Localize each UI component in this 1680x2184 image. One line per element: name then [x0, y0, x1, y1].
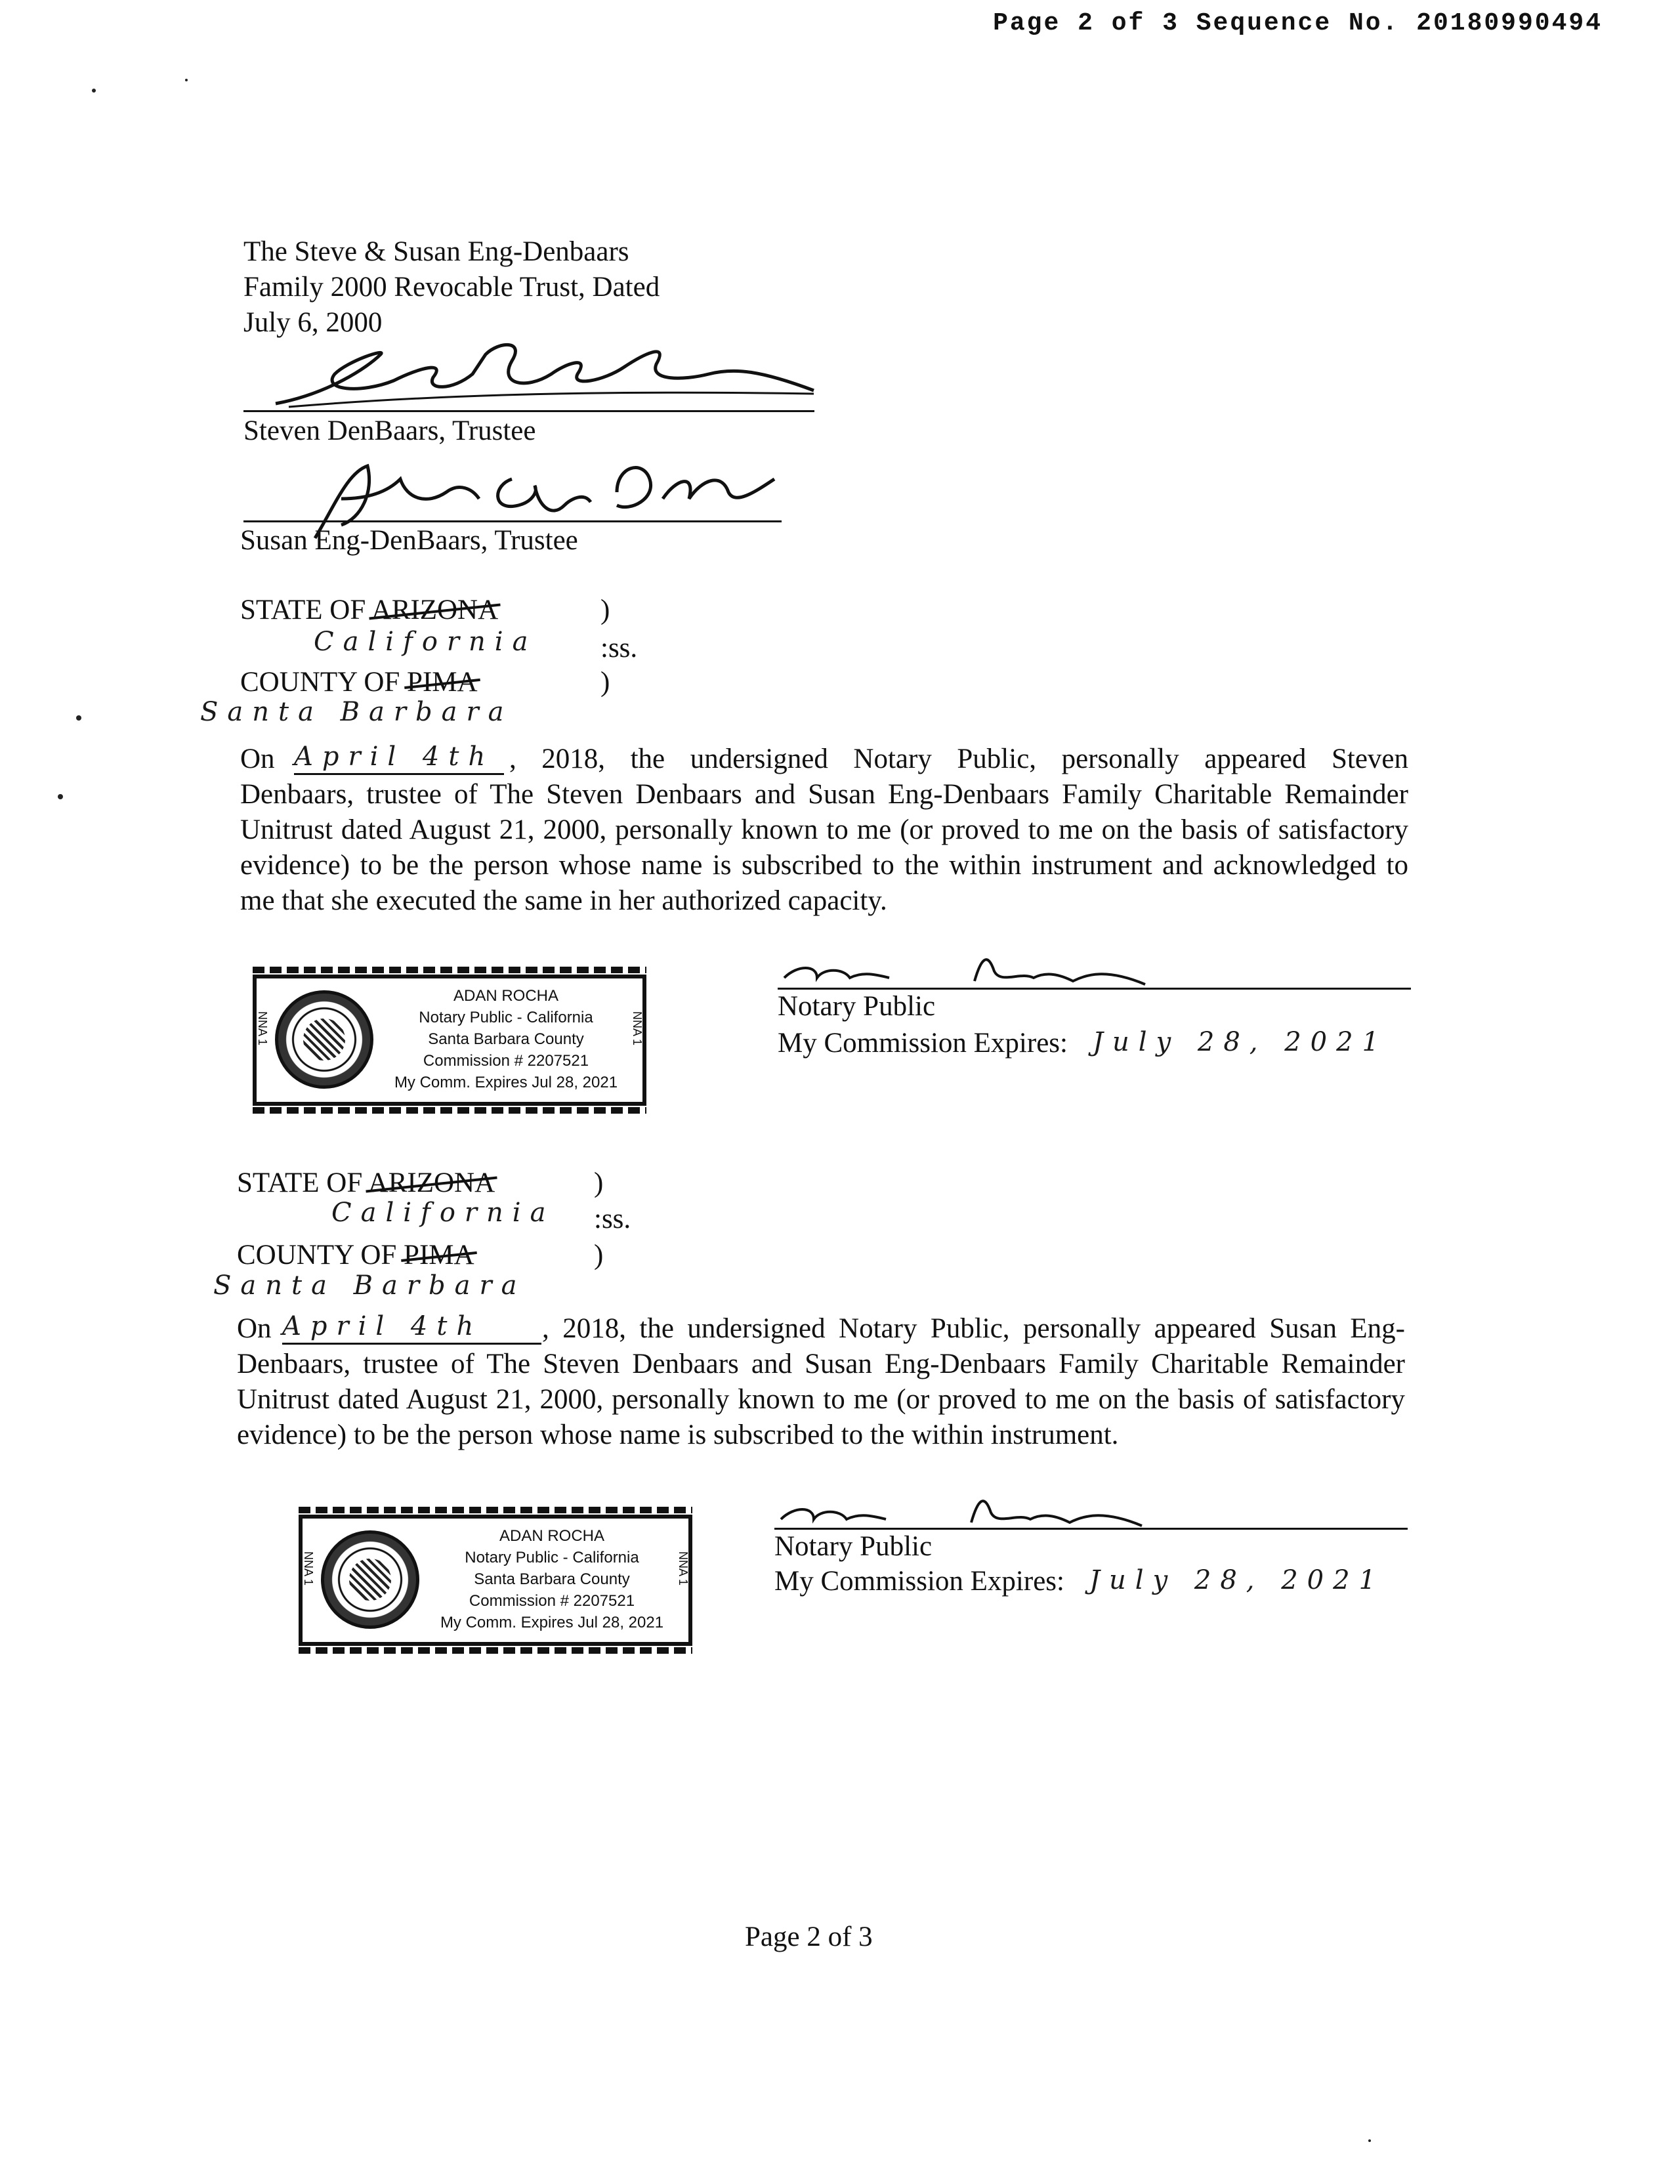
- on-label: On: [240, 744, 275, 774]
- seal-commission: Commission # 2207521: [423, 1052, 589, 1070]
- county-label: COUNTY OF: [240, 667, 400, 698]
- acknowledgment-body-2: [237, 1311, 1405, 1453]
- body-line: , 2018, the undersigned Notary Public, personally appeared Steven: [509, 744, 1408, 774]
- signatory-steven-label: Steven DenBaars, Trustee: [243, 415, 536, 446]
- trust-name-line: Family 2000 Revocable Trust, Dated: [243, 272, 660, 303]
- page-footer: Page 2 of 3: [745, 1922, 873, 1952]
- scan-speck: [76, 715, 81, 721]
- seal-border: [253, 967, 646, 973]
- notary-signature-scribble: [774, 1486, 1155, 1532]
- commission-expires-handwritten: July 28, 2021: [1089, 1565, 1385, 1595]
- commission-expires-handwritten: July 28, 2021: [1093, 1027, 1389, 1057]
- body-line: Denbaars, trustee of The Steven Denbaars and Susan Eng-Denbaars Family Charitable Remainder: [240, 779, 1408, 810]
- body-line: evidence) to be the person whose name is subscribed to the within instrument.: [237, 1419, 1119, 1450]
- paren: ): [594, 1240, 604, 1270]
- trust-name: [243, 234, 660, 341]
- body-line: me that she executed the same in her authorized capacity.: [240, 885, 887, 916]
- seal-commission: Commission # 2207521: [469, 1592, 635, 1610]
- seal-border: [299, 1507, 692, 1513]
- california-seal-emblem: [321, 1530, 419, 1629]
- paren: ): [600, 667, 610, 698]
- county-label: COUNTY OF: [237, 1240, 397, 1270]
- state-label: STATE OF: [240, 595, 366, 625]
- signature-steven-scribble: [249, 328, 827, 413]
- trust-name-line: July 6, 2000: [243, 307, 383, 338]
- notary-signature: [774, 1486, 1155, 1532]
- seal-side-label: NNA 1: [302, 1551, 315, 1586]
- state-struck: ARIZONA: [368, 1167, 495, 1198]
- scan-speck: [185, 79, 188, 81]
- body-line: Unitrust dated August 21, 2000, personally known to me (or proved to me on the basis of satisfactory: [240, 814, 1408, 845]
- notary-public-label: Notary Public: [774, 1531, 933, 1562]
- seal-side-label: NNA 1: [677, 1551, 690, 1586]
- county-struck: PIMA: [404, 1240, 474, 1270]
- signature-steven: [249, 328, 827, 413]
- scan-speck: [1368, 2139, 1371, 2142]
- commission-expires-label: My Commission Expires:: [778, 1028, 1068, 1059]
- commission-expires-label: My Commission Expires:: [774, 1566, 1064, 1597]
- scan-speck: [92, 89, 96, 93]
- signatory-susan-label: Susan Eng-DenBaars, Trustee: [240, 525, 578, 556]
- body-line: Denbaars, trustee of The Steven Denbaars and Susan Eng-Denbaars Family Charitable Remainder: [237, 1349, 1405, 1379]
- state-line-2: [237, 1166, 495, 1201]
- date-handwritten: April 4th: [282, 1310, 541, 1345]
- seal-name: ADAN ROCHA: [453, 987, 559, 1005]
- seal-side-label: NNA 1: [631, 1011, 644, 1046]
- seal-county: Santa Barbara County: [428, 1030, 584, 1048]
- seal-text: [381, 985, 631, 1093]
- date-handwritten: April 4th: [294, 740, 504, 775]
- body-line: evidence) to be the person whose name is subscribed to the within instrument and acknowledged to: [240, 850, 1408, 881]
- county-handwritten: Santa Barbara: [213, 1270, 526, 1301]
- seal-title: Notary Public - California: [465, 1549, 639, 1566]
- county-handwritten: Santa Barbara: [200, 697, 513, 727]
- seal-text: [427, 1525, 677, 1633]
- seal-border: [299, 1647, 692, 1654]
- state-line-1: [240, 593, 498, 628]
- seal-name: ADAN ROCHA: [499, 1527, 605, 1545]
- ss-label: :ss.: [594, 1204, 631, 1234]
- trust-name-line: The Steve & Susan Eng-Denbaars: [243, 236, 629, 267]
- county-struck: PIMA: [407, 667, 478, 698]
- county-line-1: [240, 665, 478, 700]
- ss-label: :ss.: [600, 633, 638, 663]
- on-label: On: [237, 1313, 272, 1344]
- notary-signature-scribble: [778, 945, 1158, 991]
- page-sequence-header: Page 2 of 3 Sequence No. 20180990494: [993, 9, 1603, 37]
- seal-title: Notary Public - California: [419, 1009, 593, 1026]
- california-seal-emblem: [275, 990, 373, 1089]
- acknowledgment-body-1: [240, 742, 1408, 919]
- notary-signature: [778, 945, 1158, 991]
- notary-seal: [253, 975, 646, 1106]
- notary-seal: [299, 1515, 692, 1646]
- paren: ): [600, 595, 610, 625]
- seal-county: Santa Barbara County: [474, 1570, 630, 1588]
- paren: ): [594, 1167, 604, 1198]
- scan-speck: [58, 794, 63, 799]
- notary-public-label: Notary Public: [778, 991, 936, 1022]
- signature-line: [243, 410, 814, 412]
- seal-expires: My Comm. Expires Jul 28, 2021: [440, 1614, 664, 1631]
- county-line-2: [237, 1238, 474, 1273]
- state-label: STATE OF: [237, 1167, 363, 1198]
- seal-expires: My Comm. Expires Jul 28, 2021: [394, 1074, 618, 1091]
- signature-line: [243, 520, 782, 522]
- body-line: Unitrust dated August 21, 2000, personally known to me (or proved to me on the basis of satisfactory: [237, 1384, 1405, 1415]
- seal-border: [253, 1107, 646, 1114]
- state-handwritten: California: [331, 1198, 555, 1228]
- state-struck: ARIZONA: [371, 595, 499, 625]
- state-handwritten: California: [314, 627, 537, 657]
- body-line: , 2018, the undersigned Notary Public, personally appeared Susan Eng-: [542, 1313, 1405, 1344]
- seal-side-label: NNA 1: [256, 1011, 269, 1046]
